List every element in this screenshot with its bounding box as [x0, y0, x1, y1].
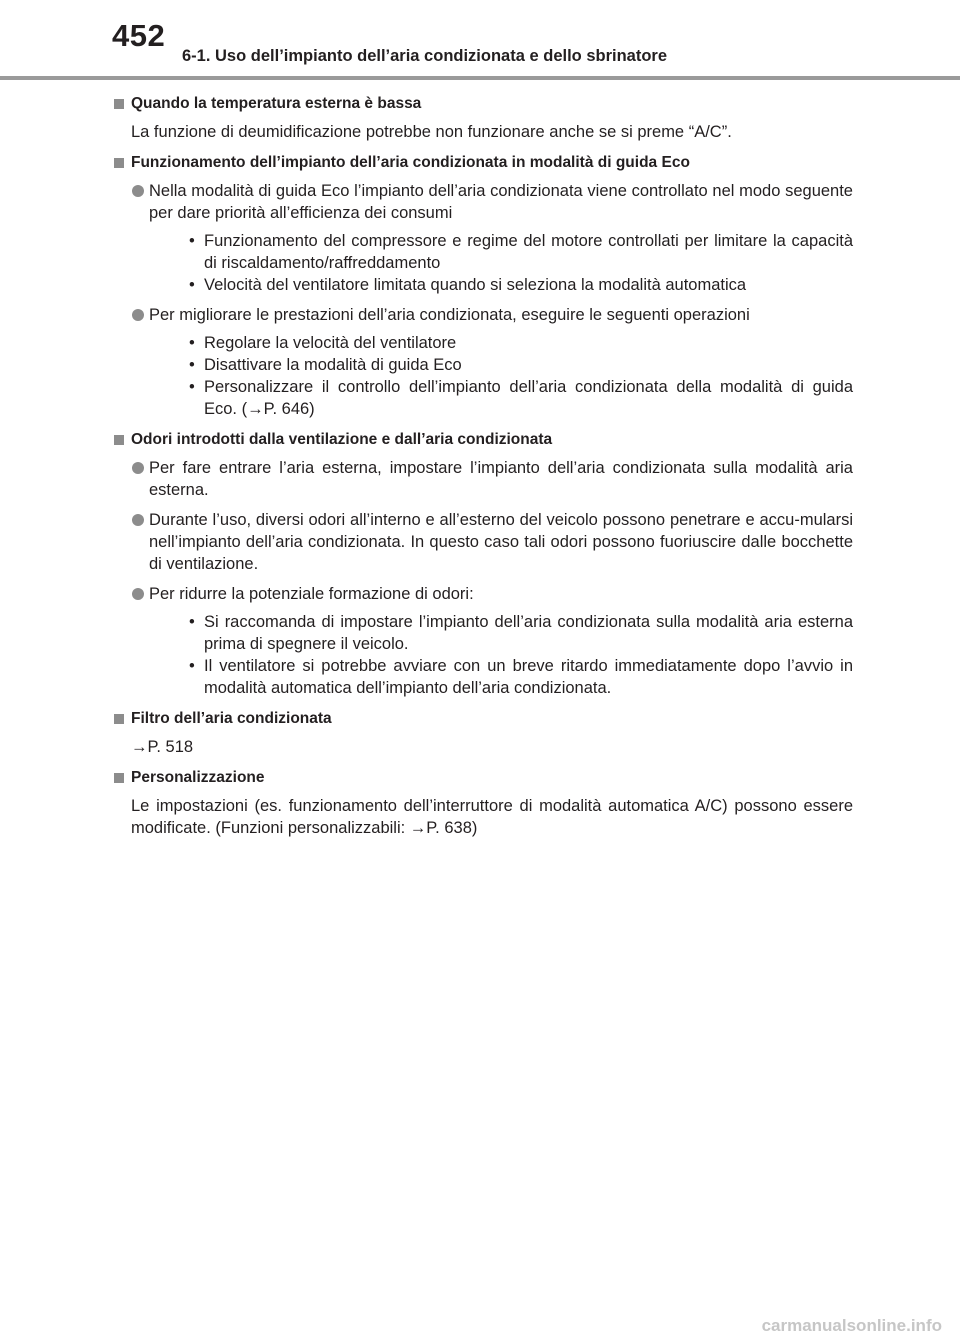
sub-list-item [149, 230, 853, 274]
sub-list [149, 332, 853, 420]
bullet-marker: • [189, 356, 195, 374]
list-item-text: Per migliorare le prestazioni dell’aria condizionata, eseguire le seguenti operazioni [149, 306, 750, 324]
square-bullet-icon [114, 435, 124, 445]
circle-bullet-icon [132, 185, 144, 197]
bullet-marker: • [189, 613, 195, 631]
list-item [113, 583, 853, 699]
sub-list-item-text: Funzionamento del compressore e regime del motore controllati per limitare la capacità di riscaldamento/raffreddamento [204, 232, 853, 272]
list-item-text: Per ridurre la potenziale formazione di odori: [149, 585, 474, 603]
square-bullet-icon [114, 773, 124, 783]
bullet-marker: • [189, 334, 195, 352]
sub-list-item-text: Velocità del ventilatore limitata quando si seleziona la modalità automatica [204, 276, 747, 294]
square-bullet-icon [114, 158, 124, 168]
section-title: Funzionamento dell’impianto dell’aria condizionata in modalità di guida Eco [131, 154, 690, 171]
circle-bullet-icon [132, 514, 144, 526]
chapter-title: 6-1. Uso dell’impianto dell’aria condizionata e dello sbrinatore [182, 47, 668, 65]
section-heading [113, 93, 853, 115]
section [113, 767, 853, 839]
list-item [113, 304, 853, 420]
section-title: Quando la temperatura esterna è bassa [131, 95, 422, 112]
bullet-marker: • [189, 232, 195, 250]
sub-list-item-text: Personalizzare il controllo dell’impianto dell’aria condizionata della modalità di guida Eco. (→P. 646) [204, 378, 853, 418]
section-heading [113, 429, 853, 451]
list-item [113, 509, 853, 575]
section-paragraph: →P. 518 [131, 738, 194, 756]
sub-list-item-text: Disattivare la modalità di guida Eco [204, 356, 462, 374]
sub-list-item [149, 332, 853, 354]
sub-list [149, 230, 853, 296]
section [113, 93, 853, 143]
section [113, 429, 853, 699]
list-item-text: Nella modalità di guida Eco l’impianto dell’aria condizionata viene controllato nel modo seguente per dare priorità all’efficienza dei consumi [149, 182, 853, 222]
section-title: Filtro dell’aria condizionata [131, 710, 332, 727]
section-paragraph: La funzione di deumidificazione potrebbe non funzionare anche se si preme “A/C”. [131, 123, 732, 141]
sub-list-item [149, 376, 853, 420]
sub-list-item [149, 354, 853, 376]
sub-list-item [149, 274, 853, 296]
bullet-marker: • [189, 378, 195, 396]
bullet-marker: • [189, 276, 195, 294]
section [113, 152, 853, 420]
section-heading [113, 152, 853, 174]
square-bullet-icon [114, 99, 124, 109]
watermark: carmanualsonline.info [761, 1316, 942, 1335]
section-title: Odori introdotti dalla ventilazione e dall’aria condizionata [131, 431, 553, 448]
section [113, 708, 853, 758]
sub-list [149, 611, 853, 699]
sub-list-item-text: Si raccomanda di impostare l’impianto dell’aria condizionata sulla modalità aria esterna prima di spegnere il veicolo. [204, 613, 853, 653]
page-content [113, 93, 853, 848]
section-title: Personalizzazione [131, 769, 265, 786]
list-item [113, 180, 853, 296]
square-bullet-icon [114, 714, 124, 724]
circle-bullet-icon [132, 462, 144, 474]
section-heading [113, 767, 853, 789]
circle-bullet-icon [132, 588, 144, 600]
list-item [113, 457, 853, 501]
list-item-text: Durante l’uso, diversi odori all’interno e all’esterno del veicolo possono penetrare e accu-mularsi nell’impianto dell’aria condizionata. In questo caso tali odori possono fuoriuscire dalle bocchette di ventilazione. [149, 511, 853, 573]
section-heading [113, 708, 853, 730]
sub-list-item [149, 611, 853, 655]
page-header [0, 0, 960, 80]
list-item-text: Per fare entrare l’aria esterna, impostare l’impianto dell’aria condizionata sulla modalità aria esterna. [149, 459, 853, 499]
bullet-marker: • [189, 657, 195, 675]
circle-bullet-icon [132, 309, 144, 321]
page-number: 452 [112, 18, 166, 53]
sub-list-item-text: Il ventilatore si potrebbe avviare con un breve ritardo immediatamente dopo l’avvio in modalità automatica dell’impianto dell’aria condizionata. [204, 657, 853, 697]
section-paragraph: Le impostazioni (es. funzionamento dell’interruttore di modalità automatica A/C) possono essere modificate. (Funzioni personalizzabili: →P. 638) [131, 797, 853, 837]
sub-list-item [149, 655, 853, 699]
sub-list-item-text: Regolare la velocità del ventilatore [204, 334, 457, 352]
